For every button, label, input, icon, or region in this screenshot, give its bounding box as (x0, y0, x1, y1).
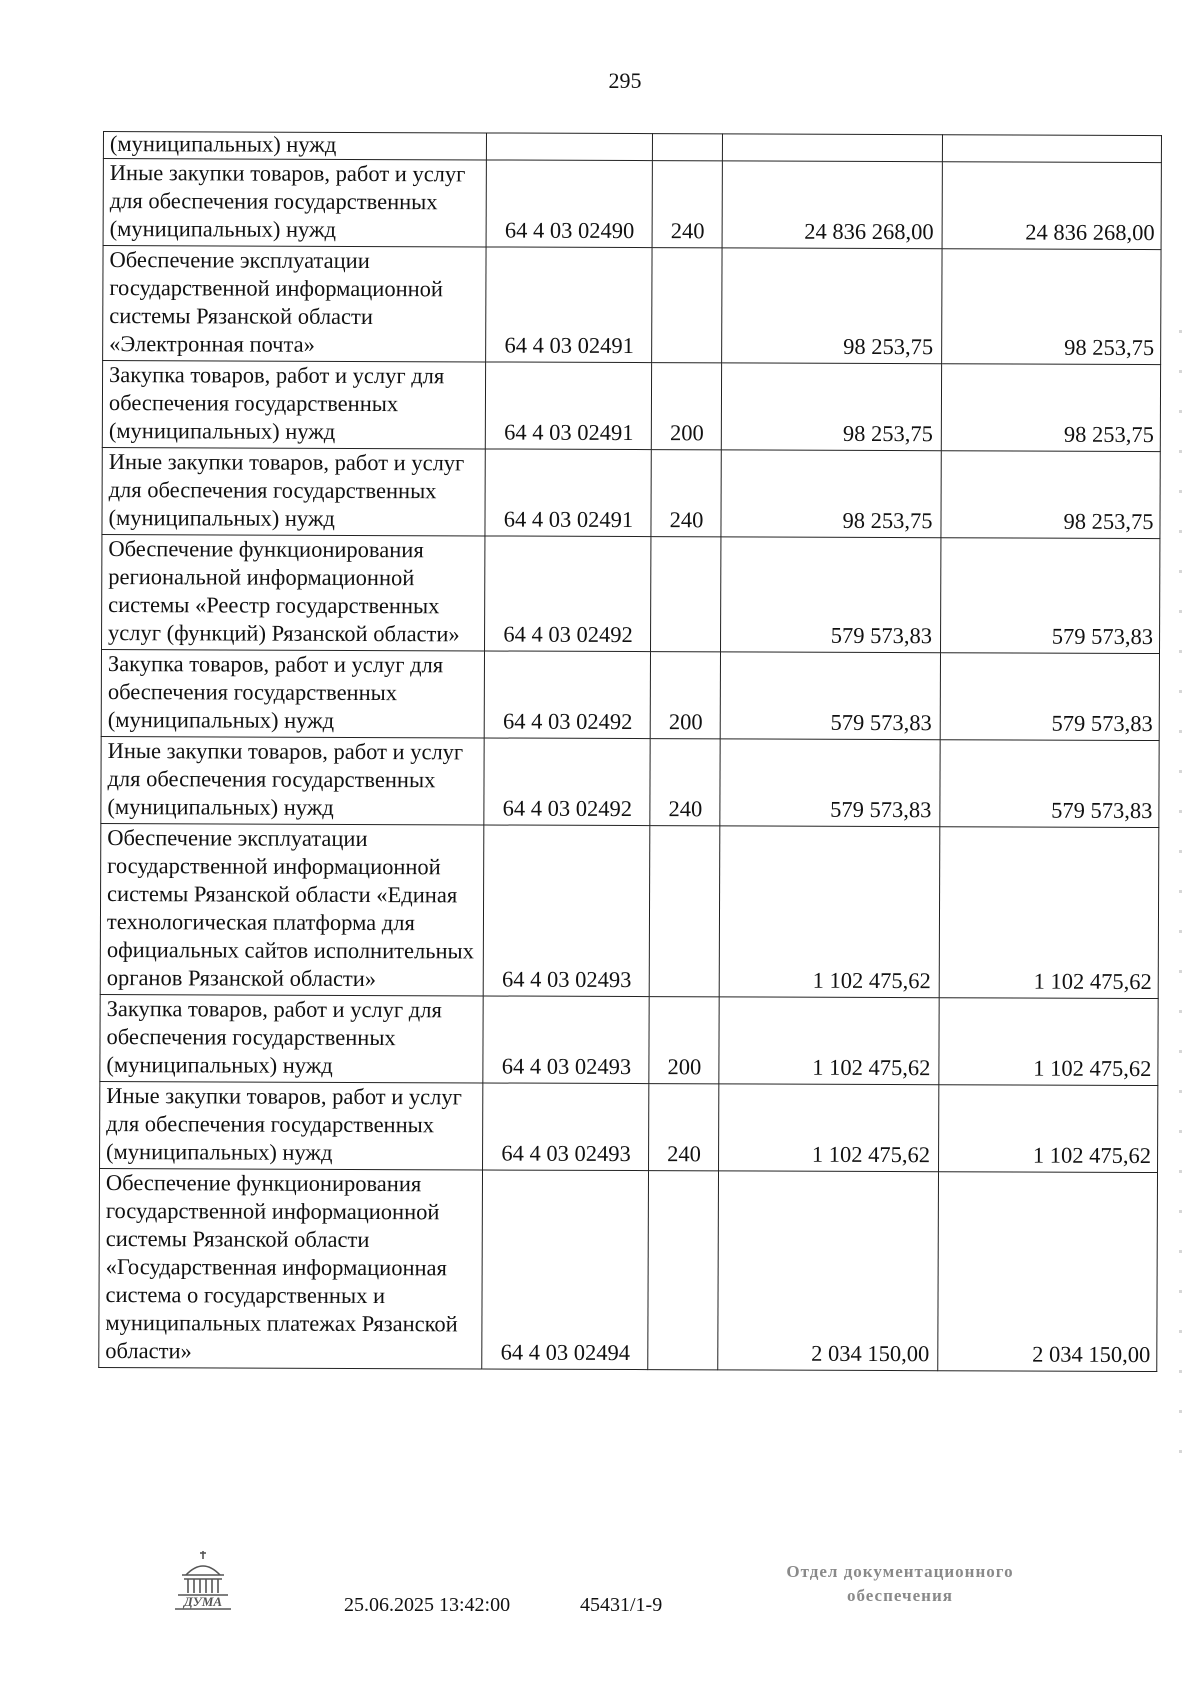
table-row (102, 361, 1160, 452)
duma-logo-icon (172, 1549, 234, 1613)
row-amount-1 (722, 134, 942, 162)
row-amount-2: 98 253,75 (941, 364, 1160, 452)
row-vr: 200 (651, 363, 721, 450)
row-code: 64 4 03 02491 (486, 247, 652, 363)
row-amount-1: 1 102 475,62 (719, 997, 939, 1085)
row-name: Закупка товаров, работ и услуг для обеспечения государственных (муниципальных) нужд (100, 994, 483, 1082)
row-amount-2 (942, 135, 1161, 163)
row-amount-1: 24 836 268,00 (722, 161, 942, 249)
scan-edge-marks (1179, 330, 1182, 1480)
row-amount-1: 579 573,83 (720, 652, 940, 740)
table-row (103, 159, 1161, 250)
row-vr: 240 (649, 1084, 719, 1171)
row-code: 64 4 03 02493 (483, 1083, 649, 1171)
row-code: 64 4 03 02492 (485, 536, 651, 652)
row-code: 64 4 03 02491 (485, 449, 651, 537)
row-vr: 200 (649, 997, 719, 1084)
table-row (102, 447, 1160, 538)
row-vr (649, 826, 720, 997)
row-amount-1: 579 573,83 (720, 739, 940, 827)
row-amount-1: 98 253,75 (722, 248, 942, 364)
row-name: (муниципальных) нужд (103, 132, 486, 160)
row-code: 64 4 03 02493 (483, 825, 650, 997)
row-name: Иные закупки товаров, работ и услуг для обеспечения государственных (муниципальных) нужд (100, 1081, 483, 1169)
row-amount-2: 24 836 268,00 (942, 162, 1161, 250)
footer-datetime: 25.06.2025 13:42:00 (344, 1594, 511, 1616)
row-code: 64 4 03 02492 (484, 738, 650, 826)
row-amount-2: 579 573,83 (940, 740, 1159, 828)
row-vr (651, 537, 721, 652)
row-amount-1: 98 253,75 (721, 363, 941, 451)
row-amount-2: 98 253,75 (941, 451, 1160, 539)
row-vr: 200 (650, 652, 720, 739)
row-code (486, 133, 652, 161)
row-code: 64 4 03 02490 (486, 160, 652, 248)
row-vr: 240 (650, 739, 720, 826)
row-name: Обеспечение функционирования государственной информационной системы Рязанской области «Государственная информационная система о государственных и муниципальных платежах Рязанской области» (99, 1168, 483, 1368)
row-name: Закупка товаров, работ и услуг для обеспечения государственных (муниципальных) нужд (101, 649, 484, 737)
row-amount-1: 98 253,75 (721, 450, 941, 538)
table-row (103, 132, 1161, 163)
row-name: Обеспечение эксплуатации государственной информационной системы Рязанской области «Электронная почта» (103, 246, 486, 362)
department-stamp (740, 1560, 1060, 1608)
stamp-line-2: обеспечения (847, 1586, 953, 1605)
row-code: 64 4 03 02493 (483, 996, 649, 1084)
table-row (101, 649, 1159, 740)
table-row (100, 1081, 1158, 1172)
row-amount-2: 2 034 150,00 (938, 1172, 1158, 1372)
row-amount-2: 579 573,83 (940, 653, 1159, 741)
budget-table (98, 131, 1162, 1372)
table-row (103, 246, 1161, 365)
row-name: Иные закупки товаров, работ и услуг для обеспечения государственных (муниципальных) нужд (103, 159, 486, 247)
row-amount-1: 1 102 475,62 (719, 1084, 939, 1172)
row-name: Иные закупки товаров, работ и услуг для обеспечения государственных (муниципальных) нужд (101, 736, 484, 824)
row-amount-2: 1 102 475,62 (939, 1085, 1158, 1173)
page-number: 295 (608, 68, 642, 93)
row-amount-2: 1 102 475,62 (939, 827, 1159, 999)
table-row (101, 736, 1159, 827)
row-vr: 240 (651, 450, 721, 537)
table-row (102, 534, 1160, 653)
row-code: 64 4 03 02494 (482, 1170, 649, 1370)
row-name: Закупка товаров, работ и услуг для обеспечения государственных (муниципальных) нужд (102, 361, 485, 449)
row-code: 64 4 03 02491 (485, 362, 651, 450)
row-name: Обеспечение эксплуатации государственной информационной системы Рязанской области «Единая технологическая платформа для официальных сайтов исполнительных органов Рязанской области» (100, 823, 484, 995)
row-vr (652, 134, 722, 161)
footer-reg-number: 45431/1-9 (580, 1594, 663, 1616)
stamp-line-1: Отдел документационного (786, 1562, 1014, 1581)
table-row (100, 994, 1158, 1085)
row-vr (648, 1171, 719, 1370)
row-amount-1: 1 102 475,62 (719, 826, 940, 998)
row-amount-1: 2 034 150,00 (718, 1171, 939, 1371)
row-vr (652, 248, 722, 363)
row-code: 64 4 03 02492 (484, 651, 650, 739)
row-amount-2: 98 253,75 (942, 249, 1161, 365)
row-amount-2: 1 102 475,62 (939, 998, 1158, 1086)
table-row (100, 823, 1159, 998)
row-name: Иные закупки товаров, работ и услуг для обеспечения государственных (муниципальных) нужд (102, 447, 485, 535)
row-amount-1: 579 573,83 (721, 537, 941, 653)
row-amount-2: 579 573,83 (941, 538, 1160, 654)
table-row (99, 1168, 1158, 1371)
row-name: Обеспечение функционирования региональной информационной системы «Реестр государственных услуг (функций) Рязанской области» (102, 534, 485, 650)
row-vr: 240 (652, 161, 722, 248)
logo-text: ДУМА (183, 1594, 223, 1609)
